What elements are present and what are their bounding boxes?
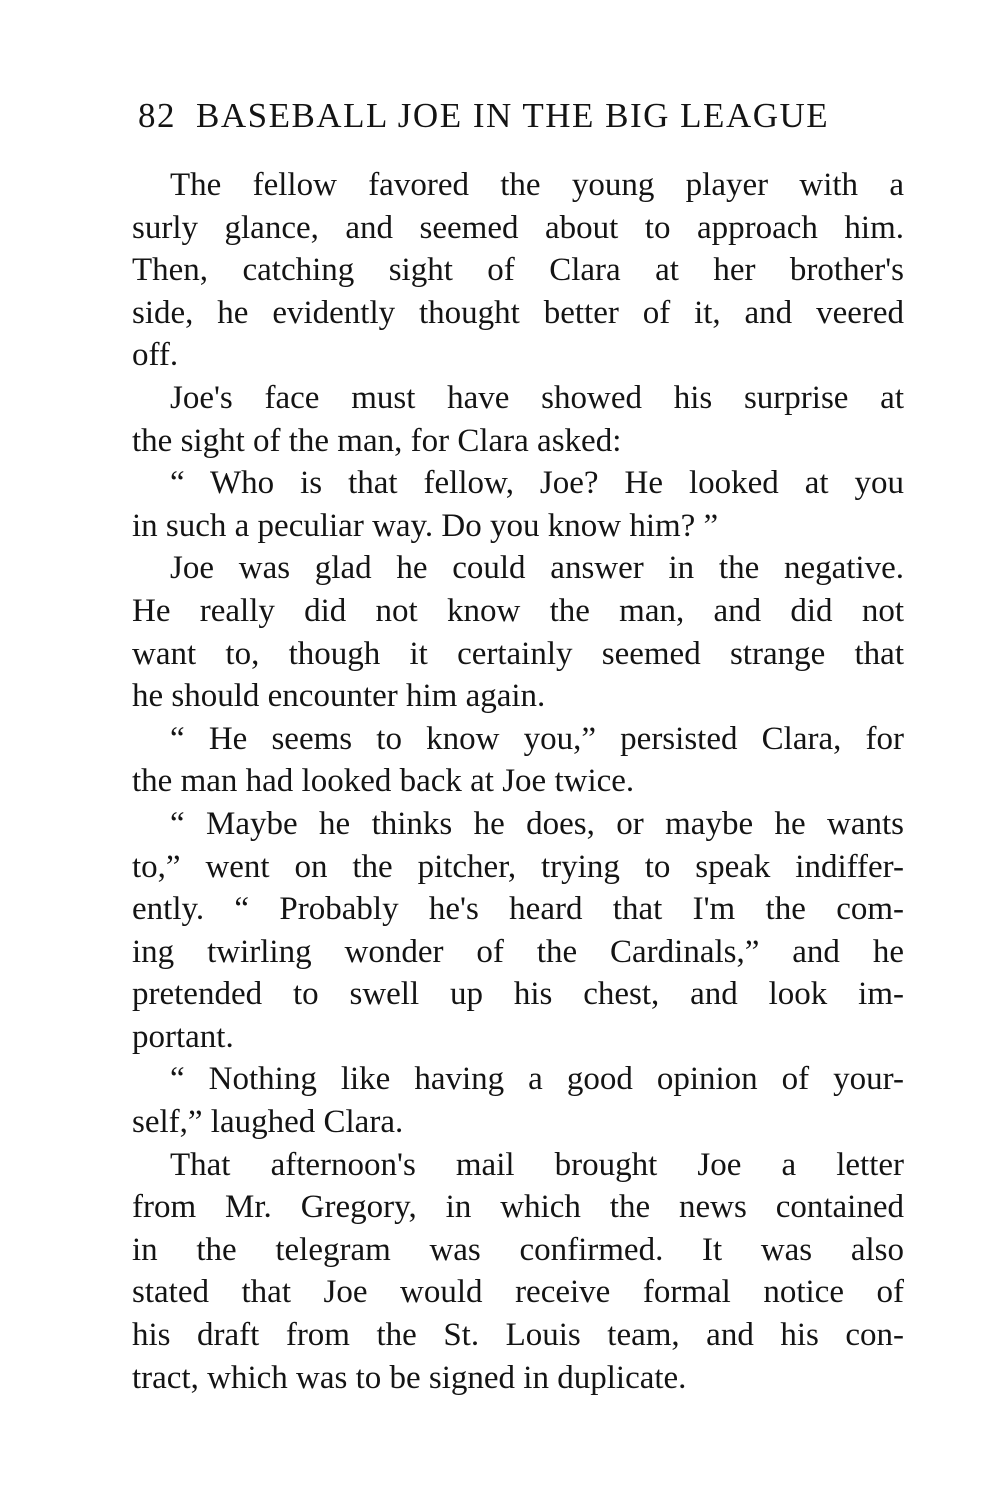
text-line: Joe was glad he could answer in the negative. (170, 550, 904, 587)
text-line: in the telegram was confirmed. It was also (132, 1231, 904, 1268)
running-head (138, 96, 904, 146)
text-line: “ Maybe he thinks he does, or maybe he wants (170, 805, 904, 842)
paragraph-4 (132, 547, 904, 717)
text-line: portant. (132, 1018, 234, 1055)
page-number: 82 (138, 96, 176, 135)
text-line: off. (132, 337, 179, 374)
text-line: ing twirling wonder of the Cardinals,” and he (132, 933, 904, 970)
text-line: the man had looked back at Joe twice. (132, 763, 635, 800)
text-line: his draft from the St. Louis team, and his con- (132, 1317, 904, 1354)
text-line: Then, catching sight of Clara at her brother's (132, 252, 904, 289)
text-line: self,” laughed Clara. (132, 1104, 404, 1141)
paragraph-3 (132, 462, 904, 547)
text-line: tract, which was to be signed in duplicate. (132, 1359, 687, 1396)
text-line: Joe's face must have showed his surprise at (170, 379, 904, 416)
text-line: from Mr. Gregory, in which the news contained (132, 1189, 904, 1226)
text-line: The fellow favored the young player with a (170, 167, 904, 203)
text-line: want to, though it certainly seemed strange that (132, 635, 904, 672)
paragraph-8 (132, 1144, 904, 1400)
body-text (132, 164, 904, 1399)
text-line: pretended to swell up his chest, and look im- (132, 976, 904, 1013)
paragraph-6 (132, 803, 904, 1059)
text-line: “ Nothing like having a good opinion of your- (170, 1061, 904, 1098)
book-title: BASEBALL JOE IN THE BIG LEAGUE (196, 96, 830, 135)
text-line: to,” went on the pitcher, trying to speak indiffer- (132, 848, 904, 885)
paragraph-7 (132, 1058, 904, 1143)
text-line: he should encounter him again. (132, 678, 546, 715)
paragraph-2 (132, 377, 904, 462)
paragraph-1 (132, 164, 904, 377)
paragraph-5 (132, 718, 904, 803)
text-line: “ Who is that fellow, Joe? He looked at you (170, 465, 904, 502)
text-line: the sight of the man, for Clara asked: (132, 422, 622, 459)
text-line: He really did not know the man, and did not (132, 592, 904, 629)
text-line: stated that Joe would receive formal notice of (132, 1274, 904, 1311)
text-line: ently. “ Probably he's heard that I'm the com- (132, 891, 904, 928)
text-line: That afternoon's mail brought Joe a letter (170, 1146, 904, 1183)
text-line: in such a peculiar way. Do you know him? ” (132, 507, 719, 544)
text-line: “ He seems to know you,” persisted Clara, for (170, 720, 904, 757)
text-line: surly glance, and seemed about to approach him. (132, 209, 904, 246)
text-line: side, he evidently thought better of it, and veered (132, 294, 904, 331)
